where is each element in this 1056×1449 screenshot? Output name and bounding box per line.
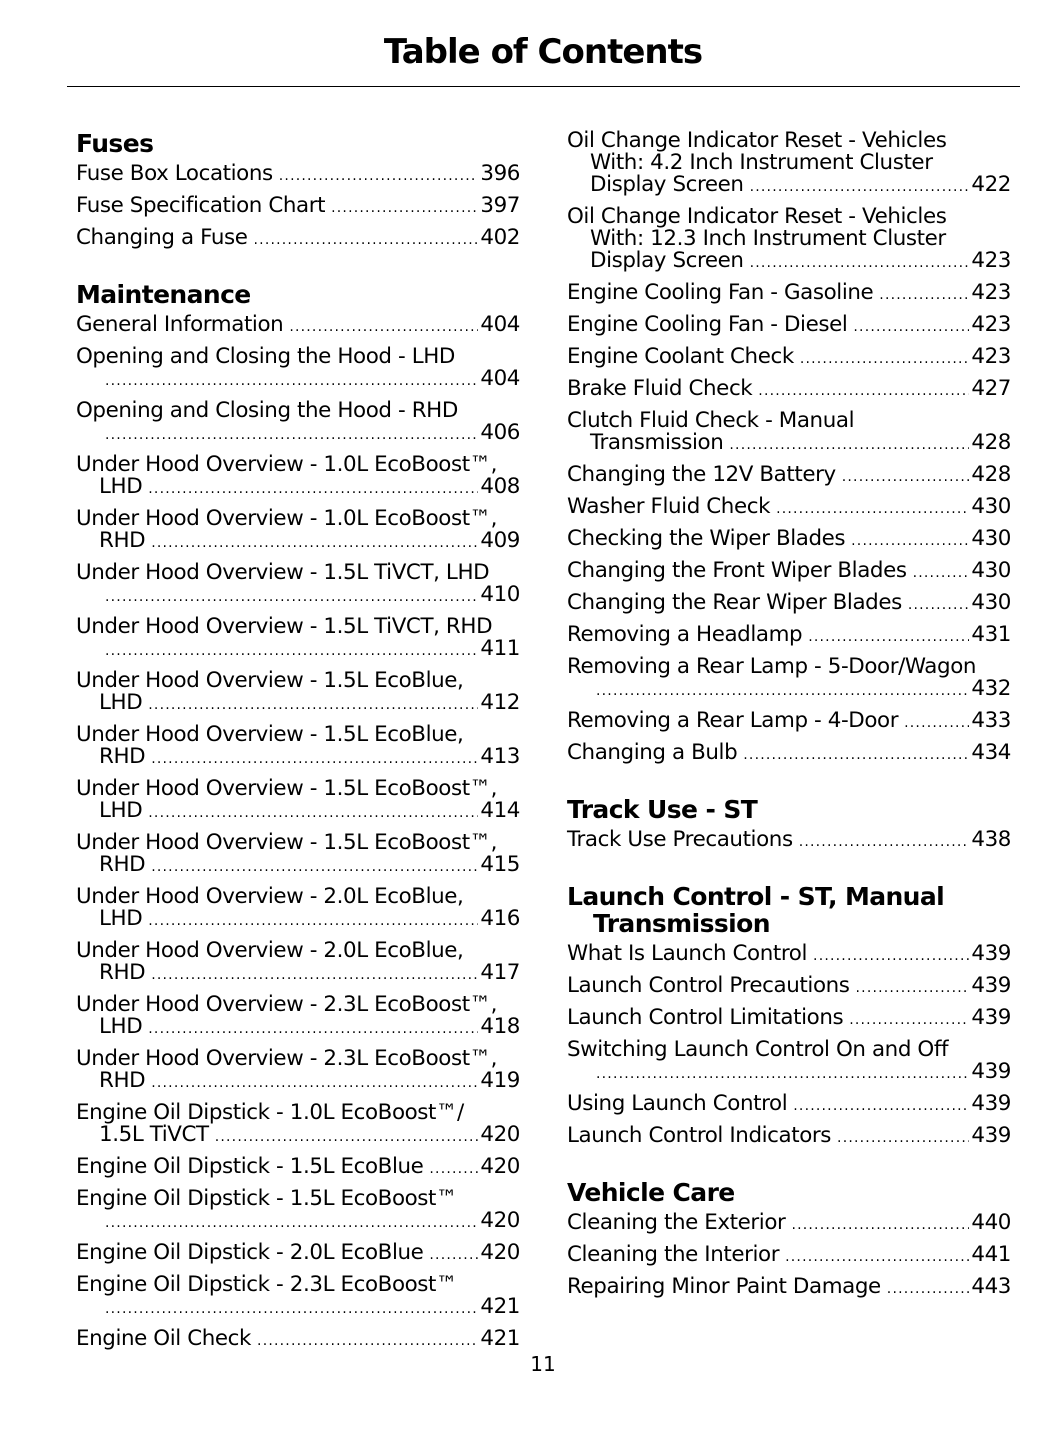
toc-entry[interactable] — [76, 314, 520, 338]
dot-leader — [289, 316, 478, 338]
toc-entry-title-line: Oil Change Indicator Reset - Vehicles — [567, 204, 947, 229]
toc-entry-row — [567, 174, 1011, 198]
toc-page-number: 430 — [971, 590, 1011, 615]
section-maintenance — [76, 281, 520, 1352]
toc-entry-title-line: LHD — [99, 690, 143, 715]
toc-entry-row — [76, 314, 520, 338]
toc-page-number: 397 — [480, 193, 520, 218]
dot-leader — [215, 1126, 479, 1148]
toc-page-number: 430 — [971, 526, 1011, 551]
toc-entry-row — [76, 368, 520, 392]
toc-entry-title: Engine Cooling Fan - Diesel — [567, 312, 848, 337]
toc-entry-row — [567, 710, 1011, 734]
toc-entry-title-line: Engine Oil Dipstick - 1.0L EcoBoost™/ — [76, 1100, 464, 1125]
toc-page-number: 404 — [480, 312, 520, 337]
right-column — [567, 130, 1011, 1308]
toc-entry-title-line: LHD — [99, 906, 143, 931]
toc-entry-row — [76, 800, 520, 824]
toc-entry[interactable] — [567, 206, 1011, 274]
toc-entry-title: Fuse Box Locations — [76, 161, 273, 186]
toc-entry[interactable] — [567, 975, 1011, 999]
section-spacer — [567, 1157, 1011, 1179]
toc-entry[interactable] — [76, 346, 520, 392]
toc-entry[interactable] — [76, 832, 520, 878]
dot-leader — [853, 316, 969, 338]
toc-entry[interactable] — [567, 560, 1011, 584]
dot-leader — [151, 964, 478, 986]
toc-entry-title-line: LHD — [99, 1014, 143, 1039]
page-number: 11 — [530, 1352, 556, 1376]
toc-page-number: 409 — [480, 528, 520, 553]
left-column — [76, 130, 520, 1360]
dot-leader — [105, 586, 478, 608]
toc-entry-row — [567, 282, 1011, 306]
toc-entry-row — [76, 1328, 520, 1352]
dot-leader — [793, 1095, 969, 1117]
toc-entry-title: Brake Fluid Check — [567, 376, 753, 401]
dot-leader — [105, 370, 478, 392]
toc-entry-row — [76, 1124, 520, 1148]
dot-leader — [856, 977, 970, 999]
toc-entry-title-line: Under Hood Overview - 1.5L EcoBlue, — [76, 722, 464, 747]
toc-entry-title-line: Under Hood Overview - 2.3L EcoBoost™, — [76, 992, 498, 1017]
toc-page-number: 439 — [971, 973, 1011, 998]
toc-entry[interactable] — [567, 130, 1011, 198]
toc-page-number: 419 — [480, 1068, 520, 1093]
toc-entry-title-line: Under Hood Overview - 1.0L EcoBoost™, — [76, 506, 498, 531]
toc-entry-title-line: RHD — [99, 744, 146, 769]
dot-leader — [750, 252, 970, 274]
toc-page-number: 432 — [971, 676, 1011, 701]
toc-entry-row — [76, 163, 520, 187]
toc-entry-row — [567, 829, 1011, 853]
toc-entry[interactable] — [76, 195, 520, 219]
dot-leader — [879, 284, 969, 306]
dot-leader — [785, 1246, 969, 1268]
toc-entry-row — [567, 1212, 1011, 1236]
toc-entry[interactable] — [567, 1093, 1011, 1117]
toc-entry-title-line: Under Hood Overview - 1.5L TiVCT, RHD — [76, 614, 493, 639]
toc-entry-title-line: Under Hood Overview - 2.3L EcoBoost™, — [76, 1046, 498, 1071]
toc-entry-title-line: Under Hood Overview - 1.5L EcoBlue, — [76, 668, 464, 693]
toc-entry-title: Engine Coolant Check — [567, 344, 794, 369]
section-vehicle-care — [567, 1179, 1011, 1300]
dot-leader — [596, 1063, 969, 1085]
toc-page-number: 402 — [480, 225, 520, 250]
toc-entry-row — [567, 560, 1011, 584]
dot-leader — [429, 1244, 478, 1266]
dot-leader — [904, 712, 969, 734]
dot-leader — [750, 176, 970, 198]
toc-entry-title-line: RHD — [99, 1068, 146, 1093]
toc-entry[interactable] — [76, 562, 520, 608]
toc-entry-title-line: Oil Change Indicator Reset - Vehicles — [567, 128, 947, 153]
dot-leader — [743, 744, 969, 766]
toc-entry-row — [567, 624, 1011, 648]
toc-entry[interactable] — [567, 378, 1011, 402]
toc-entry[interactable] — [567, 314, 1011, 338]
toc-page-number: 415 — [480, 852, 520, 877]
toc-entry-row — [567, 464, 1011, 488]
section-track-use — [567, 796, 1011, 853]
toc-entry-row — [76, 908, 520, 932]
dot-leader — [813, 945, 969, 967]
toc-entry-row — [567, 975, 1011, 999]
toc-entry-title-line: Clutch Fluid Check - Manual — [567, 408, 855, 433]
toc-entry-title-line: Display Screen — [590, 248, 744, 273]
toc-entry[interactable] — [567, 464, 1011, 488]
toc-entry-row — [76, 1296, 520, 1320]
toc-entry[interactable] — [567, 592, 1011, 616]
toc-entry-title-line: Transmission — [590, 430, 724, 455]
toc-page-number: 439 — [971, 941, 1011, 966]
toc-entry[interactable] — [76, 616, 520, 662]
toc-entry[interactable] — [76, 724, 520, 770]
dot-leader — [257, 1330, 478, 1352]
toc-entry-row — [76, 1016, 520, 1040]
toc-entry-title-line: Opening and Closing the Hood - LHD — [76, 344, 455, 369]
toc-page-number: 414 — [480, 798, 520, 823]
dot-leader — [151, 856, 478, 878]
toc-page-number: 420 — [480, 1240, 520, 1265]
section-fuses — [76, 130, 520, 251]
toc-entry-row — [76, 746, 520, 770]
toc-entry-title-line: Under Hood Overview - 1.5L TiVCT, LHD — [76, 560, 490, 585]
section-heading: Launch Control - ST, Manual Transmission — [567, 882, 945, 938]
toc-entry[interactable] — [567, 710, 1011, 734]
toc-entry-title: Removing a Headlamp — [567, 622, 803, 647]
dot-leader — [105, 1212, 478, 1234]
toc-entry[interactable] — [567, 410, 1011, 456]
toc-entry[interactable] — [76, 400, 520, 446]
toc-entry-title-line: With: 4.2 Inch Instrument Cluster — [590, 150, 933, 175]
dot-leader — [331, 197, 478, 219]
toc-page-number: 404 — [480, 366, 520, 391]
dot-leader — [887, 1278, 970, 1300]
dot-leader — [148, 694, 478, 716]
toc-page-number: 411 — [480, 636, 520, 661]
toc-entry[interactable] — [76, 1156, 520, 1180]
toc-entry-title: Engine Cooling Fan - Gasoline — [567, 280, 874, 305]
toc-page-number: 438 — [971, 827, 1011, 852]
toc-page-number: 434 — [971, 740, 1011, 765]
dot-leader — [148, 478, 478, 500]
toc-entry-title: Removing a Rear Lamp - 4-Door — [567, 708, 899, 733]
toc-entry[interactable] — [567, 346, 1011, 370]
toc-entry[interactable] — [567, 656, 1011, 702]
toc-entry[interactable] — [76, 1102, 520, 1148]
toc-entry-title-line: LHD — [99, 798, 143, 823]
dot-leader — [105, 1298, 478, 1320]
toc-entry-row — [567, 496, 1011, 520]
toc-entry-title: Repairing Minor Paint Damage — [567, 1274, 881, 1299]
toc-page-number: 418 — [480, 1014, 520, 1039]
dot-leader — [842, 466, 970, 488]
toc-entry[interactable] — [76, 670, 520, 716]
toc-page-number: 439 — [971, 1123, 1011, 1148]
toc-entry-row — [76, 530, 520, 554]
toc-entry[interactable] — [76, 994, 520, 1040]
toc-page-number: 427 — [971, 376, 1011, 401]
dot-leader — [800, 348, 970, 370]
toc-entry[interactable] — [567, 624, 1011, 648]
dot-leader — [151, 532, 478, 554]
toc-page-number: 421 — [480, 1294, 520, 1319]
toc-entry[interactable] — [76, 454, 520, 500]
section-heading: Maintenance — [76, 280, 251, 309]
dot-leader — [729, 434, 969, 456]
dot-leader — [105, 640, 478, 662]
toc-entry-row — [567, 432, 1011, 456]
toc-page-number: 428 — [971, 430, 1011, 455]
toc-page-number: 439 — [971, 1059, 1011, 1084]
dot-leader — [254, 229, 479, 251]
dot-leader — [913, 562, 970, 584]
toc-entry-title: Track Use Precautions — [567, 827, 793, 852]
toc-entry-row — [76, 422, 520, 446]
toc-entry-row — [76, 638, 520, 662]
toc-page-number: 420 — [480, 1154, 520, 1179]
toc-entry-row — [76, 1070, 520, 1094]
toc-page-number: 423 — [971, 312, 1011, 337]
dot-leader — [908, 594, 970, 616]
toc-entry-title: Changing a Bulb — [567, 740, 738, 765]
toc-entry-row — [76, 476, 520, 500]
toc-entry-title-line: Switching Launch Control On and Off — [567, 1037, 949, 1062]
toc-entry-row — [567, 1276, 1011, 1300]
toc-entry-title-line: Under Hood Overview - 1.0L EcoBoost™, — [76, 452, 498, 477]
toc-entry-title: What Is Launch Control — [567, 941, 808, 966]
toc-entry-title: Launch Control Indicators — [567, 1123, 832, 1148]
toc-page-number: 430 — [971, 494, 1011, 519]
toc-entry-row — [567, 1061, 1011, 1085]
toc-entry-row — [567, 1244, 1011, 1268]
toc-entry[interactable] — [567, 742, 1011, 766]
dot-leader — [851, 530, 969, 552]
toc-entry-title-line: Under Hood Overview - 1.5L EcoBoost™, — [76, 776, 498, 801]
toc-page-number: 416 — [480, 906, 520, 931]
section-launch-control — [567, 883, 1011, 1149]
title-divider — [67, 86, 1020, 87]
toc-entry[interactable] — [76, 163, 520, 187]
toc-page-number: 439 — [971, 1005, 1011, 1030]
toc-entry[interactable] — [567, 1276, 1011, 1300]
toc-page-number: 428 — [971, 462, 1011, 487]
toc-page-number: 422 — [971, 172, 1011, 197]
toc-entry[interactable] — [567, 1212, 1011, 1236]
toc-entry-title-line: 1.5L TiVCT — [99, 1122, 209, 1147]
toc-entry-row — [567, 528, 1011, 552]
toc-entry-title: Washer Fluid Check — [567, 494, 771, 519]
dot-leader — [776, 498, 969, 520]
toc-page-number: 439 — [971, 1091, 1011, 1116]
toc-entry-title: Engine Oil Dipstick - 1.5L EcoBlue — [76, 1154, 424, 1179]
section-heading: Vehicle Care — [567, 1178, 735, 1207]
toc-entry-title-line: Display Screen — [590, 172, 744, 197]
toc-page-number: 420 — [480, 1122, 520, 1147]
toc-entry-title: Cleaning the Interior — [567, 1242, 780, 1267]
toc-entry-title-line: Under Hood Overview - 1.5L EcoBoost™, — [76, 830, 498, 855]
toc-entry-title-line: Under Hood Overview - 2.0L EcoBlue, — [76, 938, 464, 963]
toc-entry-title: Changing a Fuse — [76, 225, 248, 250]
dot-leader — [105, 424, 478, 446]
dot-leader — [148, 1018, 478, 1040]
dot-leader — [151, 748, 478, 770]
dot-leader — [799, 831, 970, 853]
section-spacer — [567, 774, 1011, 796]
toc-page-number: 417 — [480, 960, 520, 985]
toc-entry-title: Changing the 12V Battery — [567, 462, 836, 487]
toc-entry-row — [76, 692, 520, 716]
toc-page-number: 423 — [971, 248, 1011, 273]
toc-entry-row — [76, 584, 520, 608]
toc-entry-title-line: Engine Oil Dipstick - 2.3L EcoBoost™ — [76, 1272, 458, 1297]
toc-entry-row — [567, 1093, 1011, 1117]
toc-entry[interactable] — [76, 1328, 520, 1352]
toc-entry-row — [567, 314, 1011, 338]
toc-page-number: 430 — [971, 558, 1011, 583]
toc-page-number: 443 — [971, 1274, 1011, 1299]
toc-entry[interactable] — [567, 1125, 1011, 1149]
toc-entry-title-line: Engine Oil Dipstick - 1.5L EcoBoost™ — [76, 1186, 458, 1211]
toc-entry-title: Changing the Front Wiper Blades — [567, 558, 907, 583]
toc-entry-title: Using Launch Control — [567, 1091, 788, 1116]
toc-entry-row — [567, 592, 1011, 616]
toc-page-number: 413 — [480, 744, 520, 769]
toc-page-number: 396 — [480, 161, 520, 186]
toc-entry[interactable] — [76, 508, 520, 554]
toc-page-number: 431 — [971, 622, 1011, 647]
toc-entry[interactable] — [567, 528, 1011, 552]
section-maintenance — [567, 130, 1011, 766]
toc-entry-title-line: LHD — [99, 474, 143, 499]
toc-entry-title: Launch Control Precautions — [567, 973, 850, 998]
dot-leader — [279, 165, 479, 187]
toc-page-number: 433 — [971, 708, 1011, 733]
toc-entry-row — [76, 227, 520, 251]
toc-entry-title: Cleaning the Exterior — [567, 1210, 786, 1235]
toc-entry-title-line: Under Hood Overview - 2.0L EcoBlue, — [76, 884, 464, 909]
toc-entry[interactable] — [76, 1048, 520, 1094]
toc-page-number: 420 — [480, 1208, 520, 1233]
toc-entry-row — [567, 678, 1011, 702]
section-spacer — [76, 259, 520, 281]
toc-entry-row — [567, 250, 1011, 274]
dot-leader — [148, 802, 478, 824]
toc-entry-row — [567, 742, 1011, 766]
toc-entry-row — [567, 346, 1011, 370]
dot-leader — [596, 680, 969, 702]
toc-page-number: 421 — [480, 1326, 520, 1351]
toc-entry-row — [76, 854, 520, 878]
toc-page-number: 410 — [480, 582, 520, 607]
toc-entry-title: Engine Oil Check — [76, 1326, 252, 1351]
toc-entry[interactable] — [76, 1242, 520, 1266]
toc-entry[interactable] — [567, 943, 1011, 967]
dot-leader — [429, 1158, 478, 1180]
toc-entry-row — [76, 1210, 520, 1234]
toc-entry[interactable] — [567, 282, 1011, 306]
dot-leader — [837, 1127, 969, 1149]
toc-entry-title-line: Opening and Closing the Hood - RHD — [76, 398, 458, 423]
toc-page-number: 406 — [480, 420, 520, 445]
dot-leader — [808, 626, 969, 648]
toc-page-number: 440 — [971, 1210, 1011, 1235]
toc-entry[interactable] — [567, 1007, 1011, 1031]
toc-page-number: 412 — [480, 690, 520, 715]
toc-entry-title-line: RHD — [99, 528, 146, 553]
section-heading: Fuses — [76, 129, 154, 158]
toc-entry-title: Engine Oil Dipstick - 2.0L EcoBlue — [76, 1240, 424, 1265]
toc-entry-title-line: Removing a Rear Lamp - 5-Door/Wagon — [567, 654, 977, 679]
dot-leader — [148, 910, 478, 932]
toc-page-number: 423 — [971, 280, 1011, 305]
toc-entry-row — [76, 1156, 520, 1180]
toc-page-number: 408 — [480, 474, 520, 499]
dot-leader — [791, 1214, 969, 1236]
toc-entry[interactable] — [76, 227, 520, 251]
toc-entry-row — [567, 378, 1011, 402]
toc-entry[interactable] — [567, 1039, 1011, 1085]
toc-entry-row — [567, 943, 1011, 967]
toc-entry-row — [76, 962, 520, 986]
toc-page-number: 441 — [971, 1242, 1011, 1267]
toc-page-number: 423 — [971, 344, 1011, 369]
toc-entry-title-line: With: 12.3 Inch Instrument Cluster — [590, 226, 946, 251]
toc-entry[interactable] — [567, 1244, 1011, 1268]
toc-entry[interactable] — [76, 940, 520, 986]
toc-entry-title: Checking the Wiper Blades — [567, 526, 846, 551]
toc-entry-title: Fuse Specification Chart — [76, 193, 326, 218]
section-spacer — [567, 861, 1011, 883]
toc-entry[interactable] — [76, 886, 520, 932]
toc-entry-title: General Information — [76, 312, 284, 337]
toc-entry-title-line: RHD — [99, 852, 146, 877]
dot-leader — [758, 380, 969, 402]
toc-entry[interactable] — [567, 496, 1011, 520]
section-heading: Track Use - ST — [567, 795, 758, 824]
toc-entry[interactable] — [76, 1274, 520, 1320]
toc-entry-title-line: RHD — [99, 960, 146, 985]
toc-entry-row — [567, 1007, 1011, 1031]
toc-entry[interactable] — [567, 829, 1011, 853]
toc-entry-row — [76, 195, 520, 219]
toc-entry[interactable] — [76, 778, 520, 824]
page-title: Table of Contents — [383, 32, 703, 72]
toc-entry-row — [567, 1125, 1011, 1149]
dot-leader — [849, 1009, 969, 1031]
toc-entry[interactable] — [76, 1188, 520, 1234]
toc-entry-title: Changing the Rear Wiper Blades — [567, 590, 902, 615]
toc-entry-title: Launch Control Limitations — [567, 1005, 844, 1030]
toc-entry-row — [76, 1242, 520, 1266]
dot-leader — [151, 1072, 478, 1094]
